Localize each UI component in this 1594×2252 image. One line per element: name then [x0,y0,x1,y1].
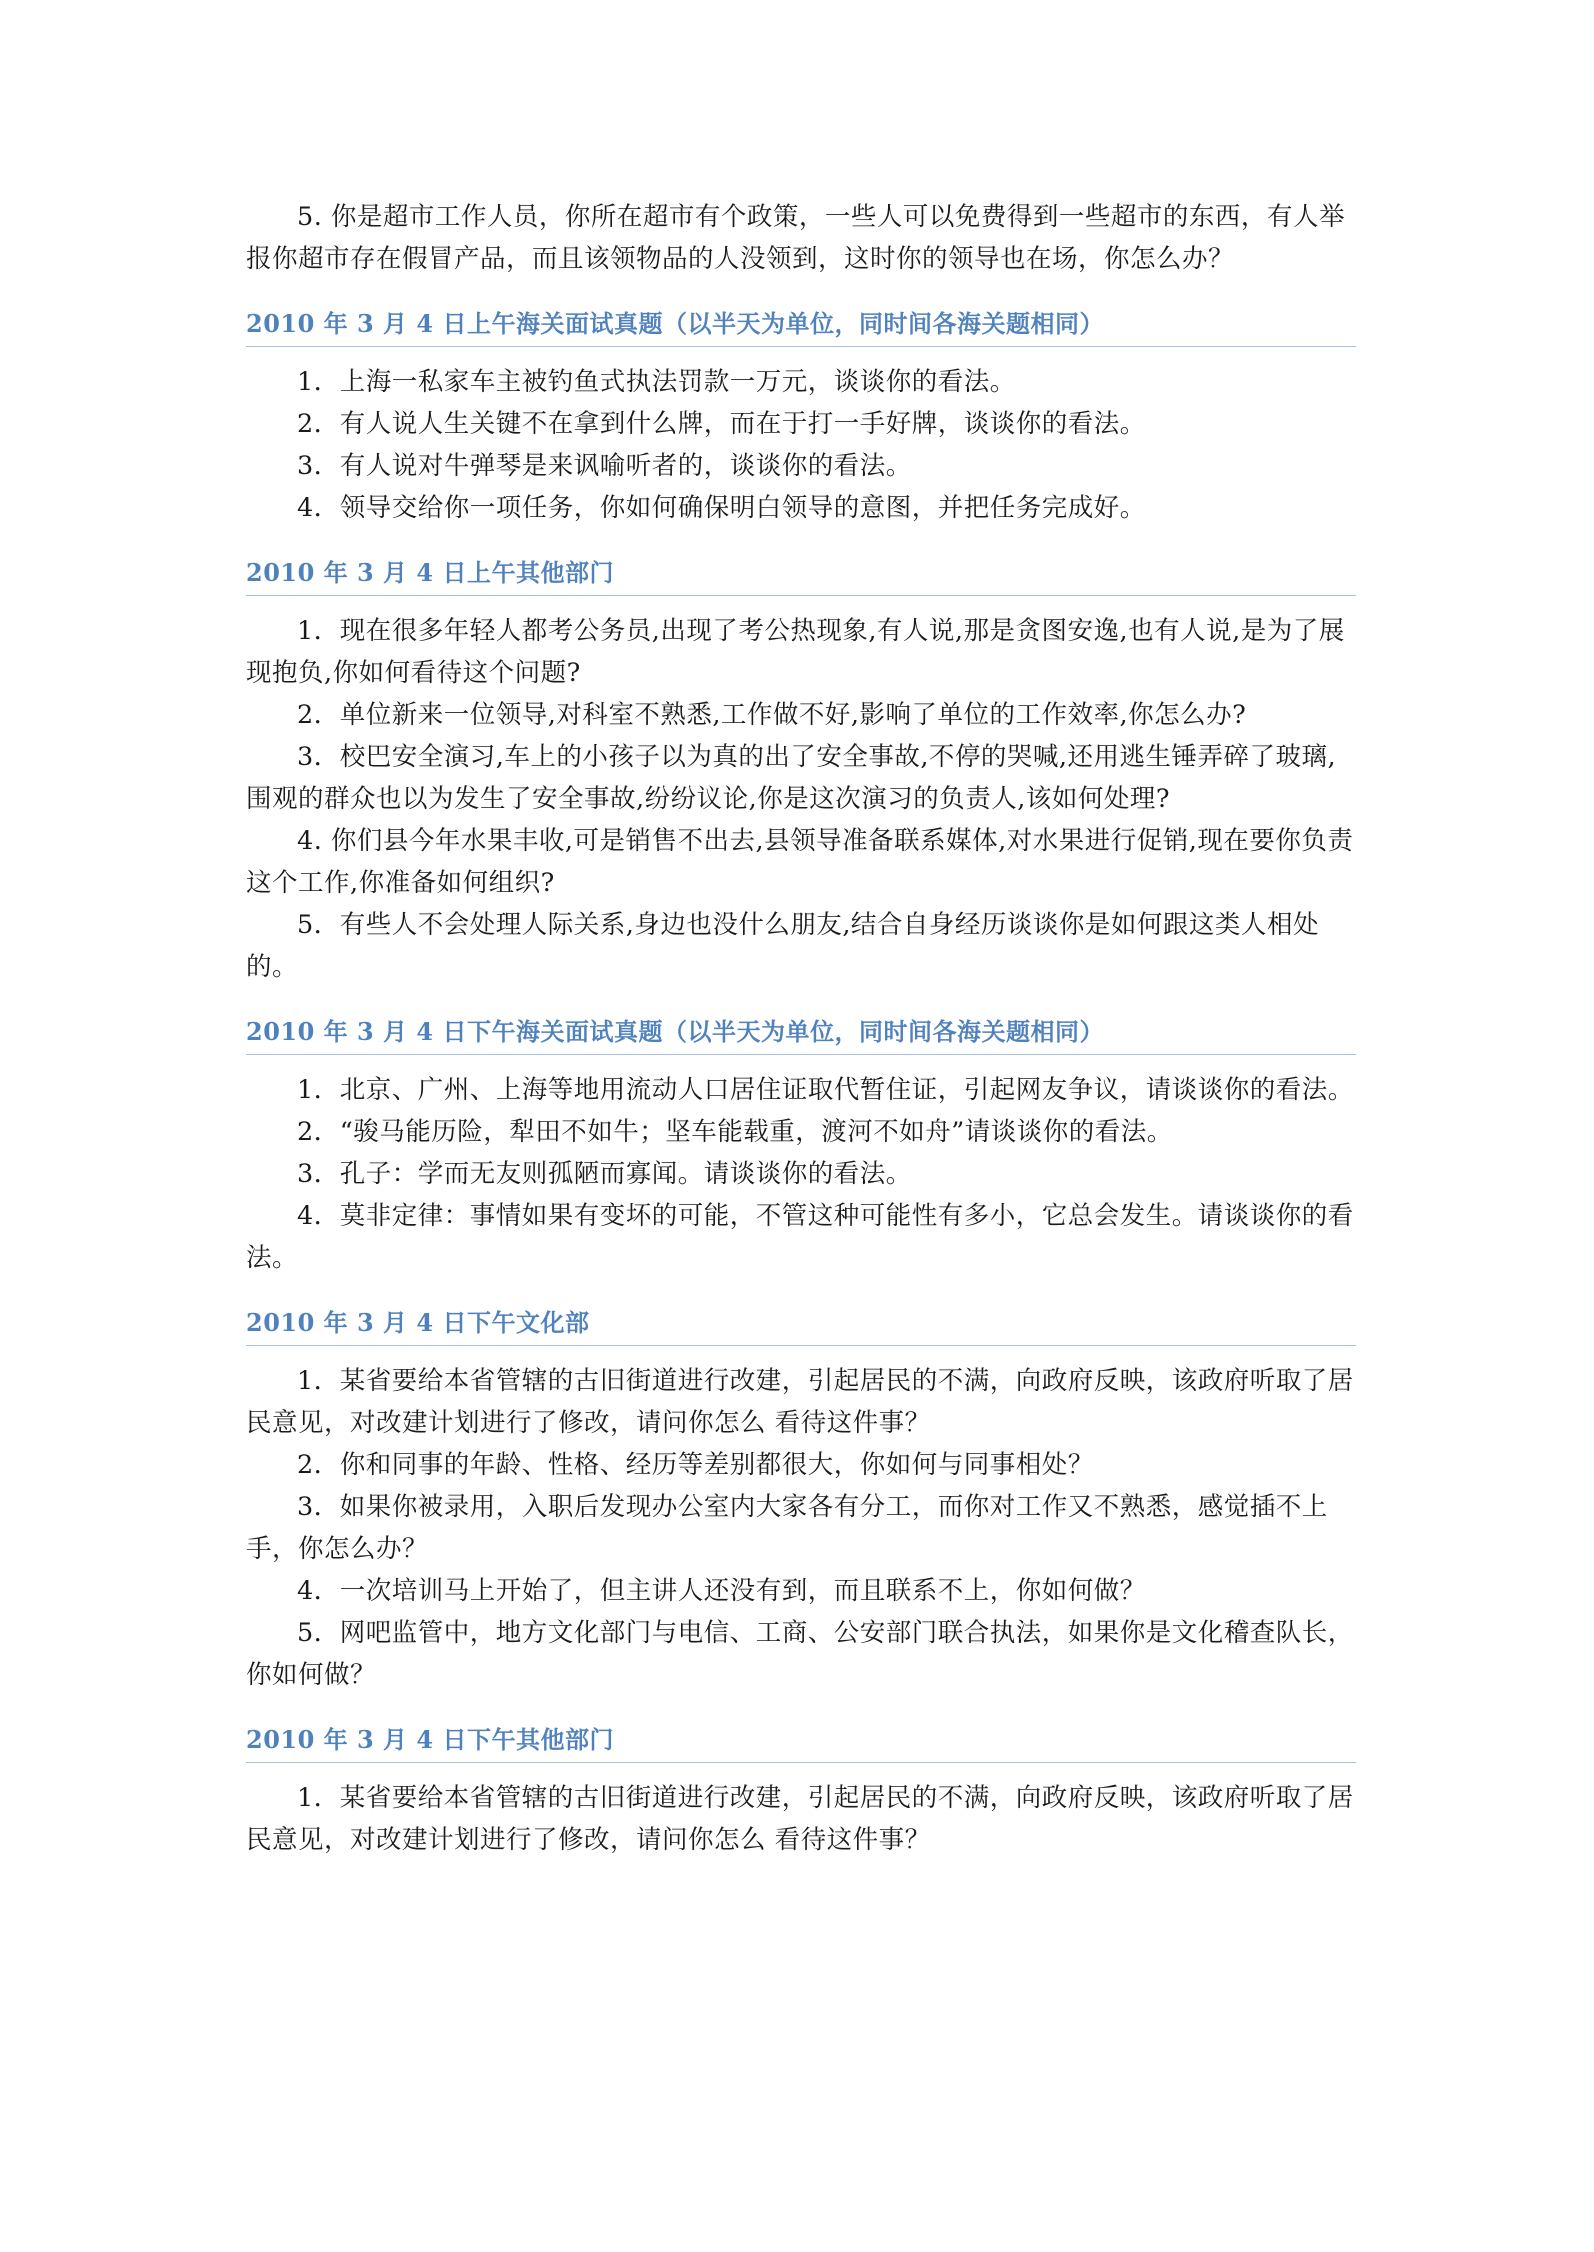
question-item: 1．某省要给本省管辖的古旧街道进行改建，引起居民的不满，向政府反映，该政府听取了居民意见，对改建计划进行了修改，请问你怎么 看待这件事？ [246,1783,1354,1855]
section-heading: 2010 年 3 月 4 日下午其他部门 [246,1722,1356,1763]
question-item: 5．网吧监管中，地方文化部门与电信、工商、公安部门联合执法，如果你是文化稽查队长，你如何做？ [246,1618,1354,1690]
question-item: 4．领导交给你一项任务，你如何确保明白领导的意图，并把任务完成好。 [297,493,1146,523]
section-other-morning [246,555,1356,988]
section-customs-morning [246,306,1356,529]
question-item: 1．现在很多年轻人都考公务员,出现了考公热现象,有人说,那是贪图安逸,也有人说,是为了展现抱负,你如何看待这个问题? [246,616,1345,688]
question-item: 3．孔子：学而无友则孤陋而寡闻。请谈谈你的看法。 [297,1159,912,1189]
intro-paragraph: 5. 你是超市工作人员，你所在超市有个政策，一些人可以免费得到一些超市的东西，有人举报你超市存在假冒产品，而且该领物品的人没领到，这时你的领导也在场，你怎么办？ [246,202,1345,274]
question-item: 1．上海一私家车主被钓鱼式执法罚款一万元，谈谈你的看法。 [297,367,1016,397]
question-item: 3．有人说对牛弹琴是来讽喻听者的，谈谈你的看法。 [297,451,912,481]
question-item: 2．单位新来一位领导,对科室不熟悉,工作做不好,影响了单位的工作效率,你怎么办? [297,700,1247,730]
section-other-afternoon [246,1722,1356,1861]
question-item: 4．莫非定律：事情如果有变坏的可能，不管这种可能性有多小，它总会发生。请谈谈你的看法。 [246,1201,1354,1273]
question-item: 1．某省要给本省管辖的古旧街道进行改建，引起居民的不满，向政府反映，该政府听取了居民意见，对改建计划进行了修改，请问你怎么 看待这件事？ [246,1366,1354,1438]
question-item: 2．“骏马能历险，犁田不如牛；坚车能载重，渡河不如舟”请谈谈你的看法。 [297,1117,1173,1147]
section-heading: 2010 年 3 月 4 日上午其他部门 [246,555,1356,596]
question-item: 3．如果你被录用，入职后发现办公室内大家各有分工，而你对工作又不熟悉，感觉插不上手，你怎么办？ [246,1492,1328,1564]
document-page [246,196,1356,1861]
question-item: 4. 你们县今年水果丰收,可是销售不出去,县领导准备联系媒体,对水果进行促销,现在要你负责这个工作,你准备如何组织? [246,826,1354,898]
question-item: 4．一次培训马上开始了，但主讲人还没有到，而且联系不上，你如何做？ [297,1576,1146,1606]
section-heading: 2010 年 3 月 4 日下午海关面试真题（以半天为单位，同时间各海关题相同） [246,1014,1356,1055]
section-culture-afternoon [246,1305,1356,1696]
question-item: 2．有人说人生关键不在拿到什么牌，而在于打一手好牌，谈谈你的看法。 [297,409,1146,439]
question-item: 3．校巴安全演习,车上的小孩子以为真的出了安全事故,不停的哭喊,还用逃生锤弄碎了玻璃,围观的群众也以为发生了安全事故,纷纷议论,你是这次演习的负责人,该如何处理? [246,742,1337,814]
section-heading: 2010 年 3 月 4 日上午海关面试真题（以半天为单位，同时间各海关题相同） [246,306,1356,347]
section-heading: 2010 年 3 月 4 日下午文化部 [246,1305,1356,1346]
question-item: 2．你和同事的年龄、性格、经历等差别都很大，你如何与同事相处？ [297,1450,1094,1480]
section-customs-afternoon [246,1014,1356,1279]
question-item: 5．有些人不会处理人际关系,身边也没什么朋友,结合自身经历谈谈你是如何跟这类人相处的。 [246,910,1319,982]
question-item: 1．北京、广州、上海等地用流动人口居住证取代暂住证，引起网友争议，请谈谈你的看法。 [297,1075,1354,1105]
